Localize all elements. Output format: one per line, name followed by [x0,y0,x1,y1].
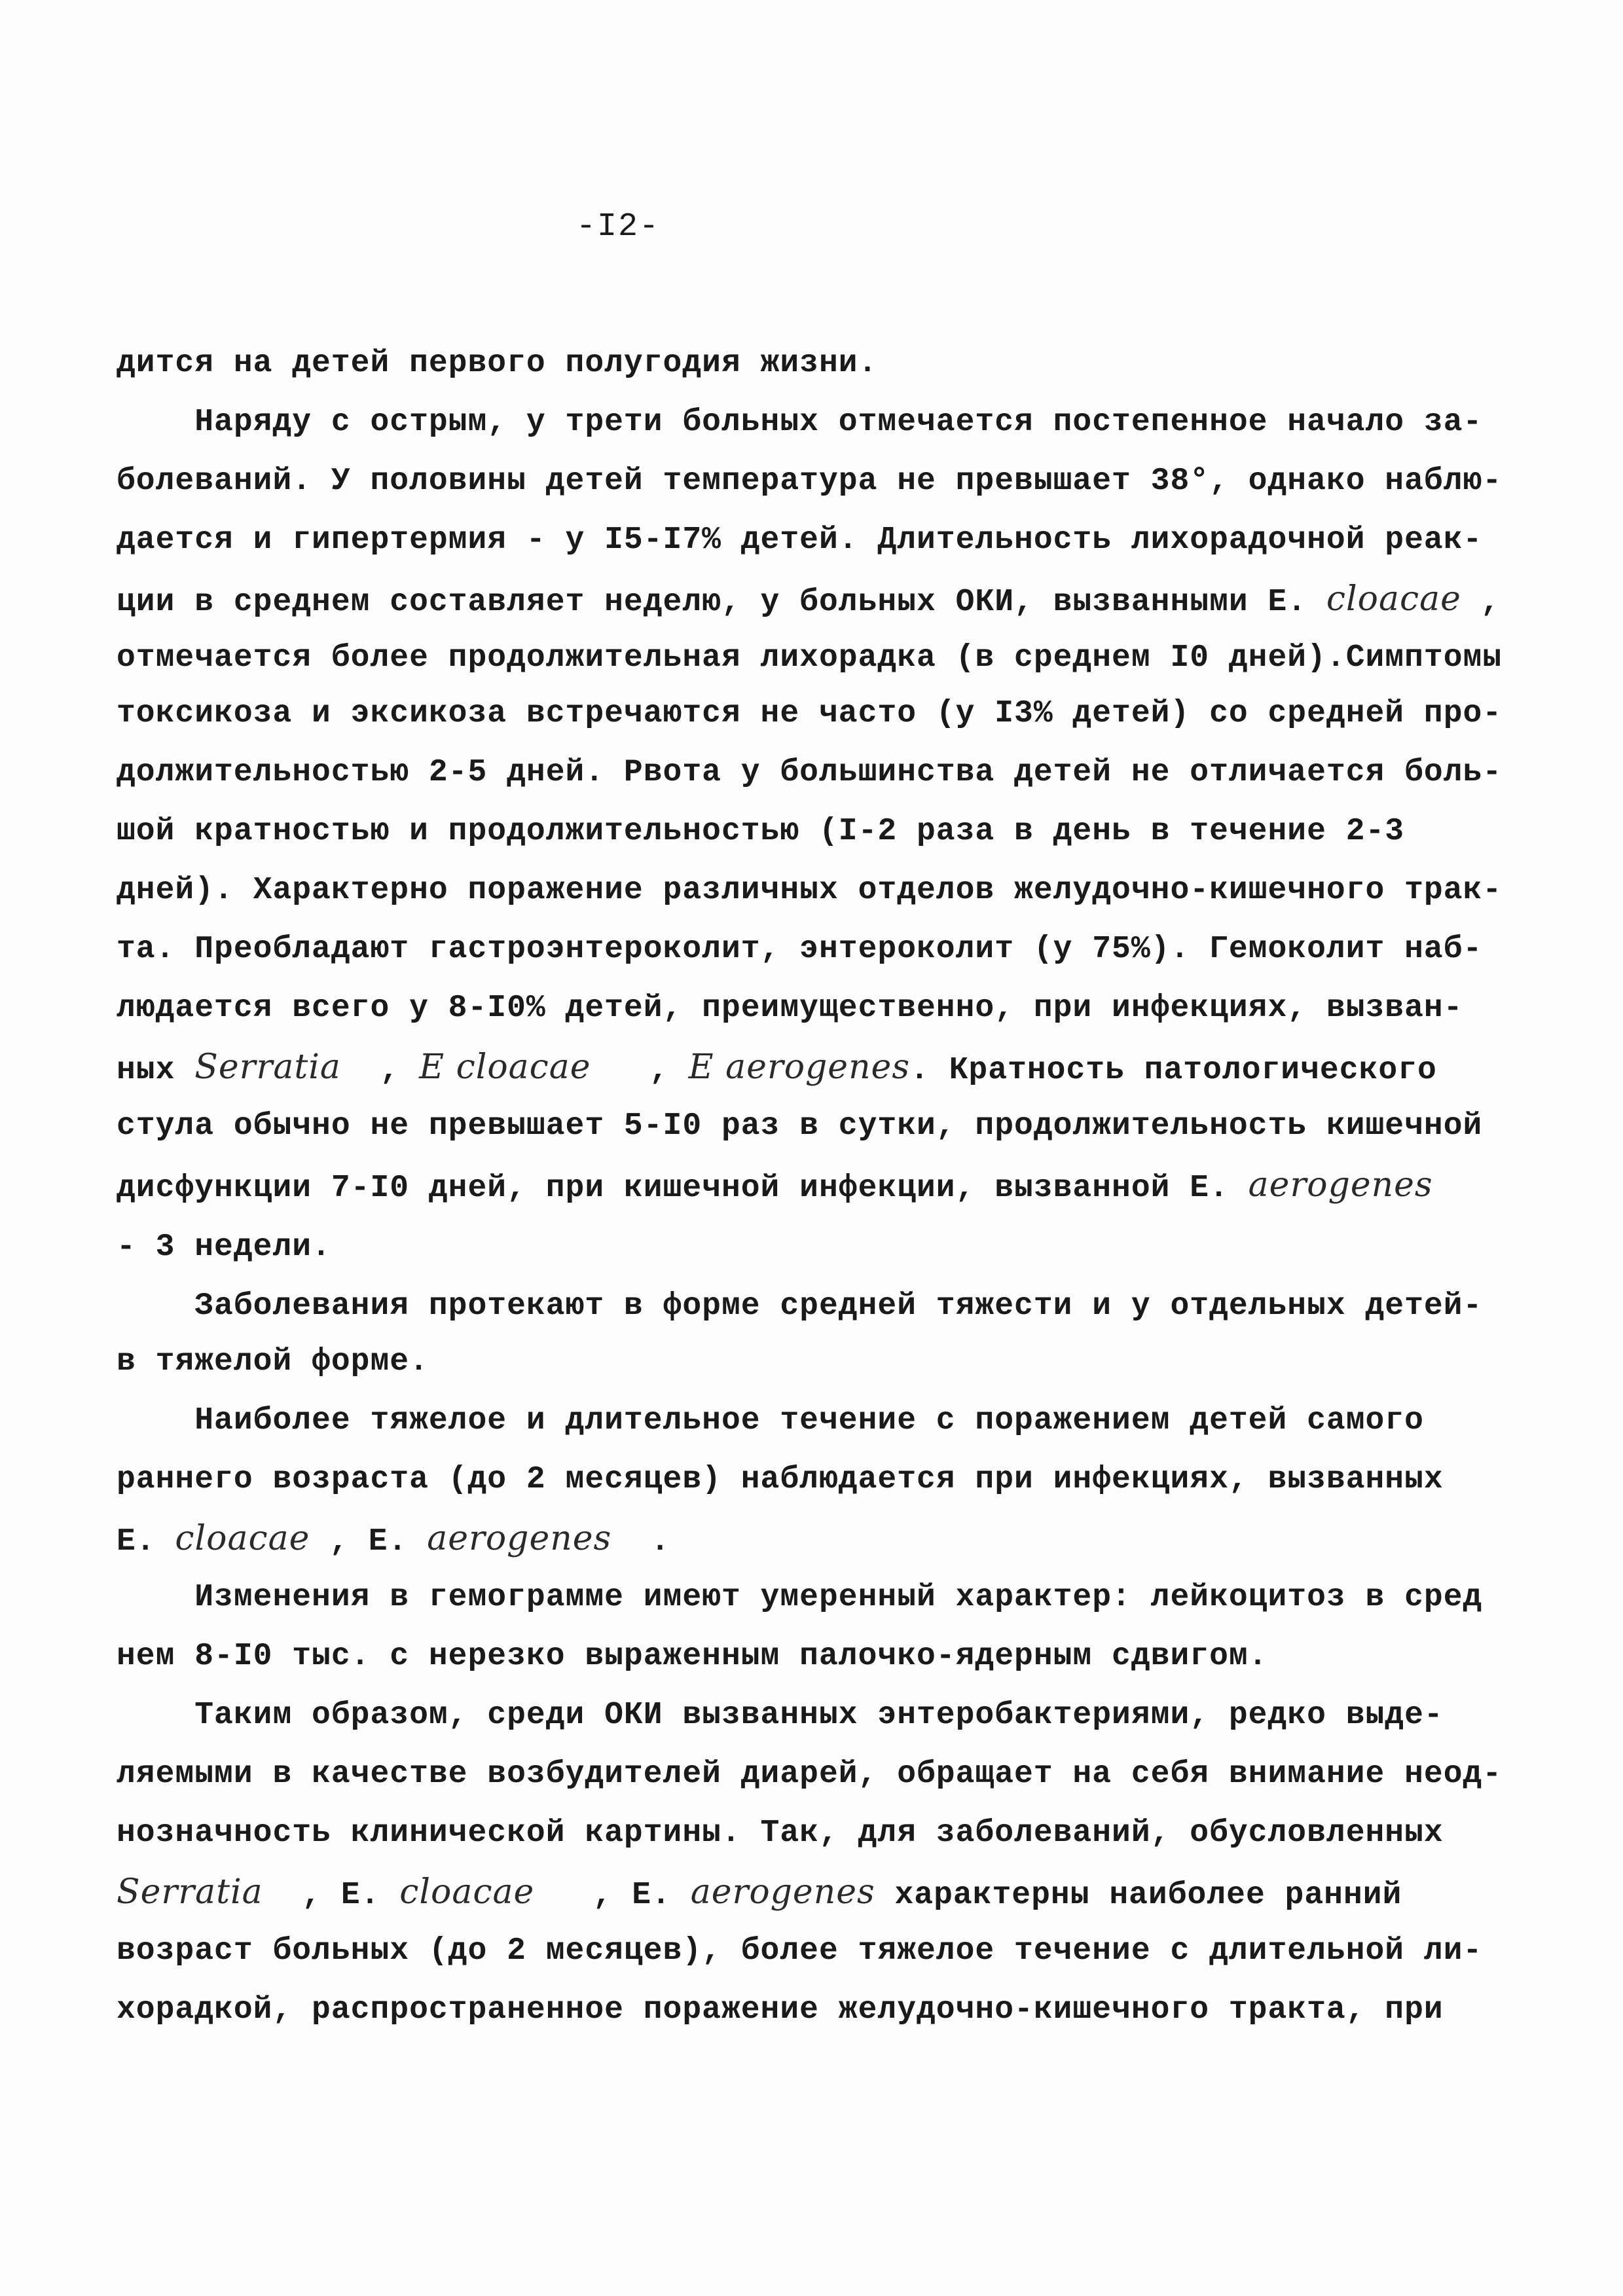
text-line [117,989,1463,1028]
text-segment: ции в среднем составляет неделю, у больных ОКИ, вызванными E. [117,585,1326,620]
text-segment: отмечается более продолжительная лихорадка (в среднем I0 дней).Симптомы [117,640,1503,676]
text-line [117,344,877,383]
text-segment: Таким образом, среди ОКИ вызванных энтеробактериями, редко выде- [117,1698,1444,1733]
handwritten-insert: aerogenes [427,1519,612,1558]
handwritten-insert: cloacae [175,1519,310,1558]
text-segment: , E. [263,1878,400,1913]
text-line [117,1519,670,1561]
text-segment: характерны наиболее ранний [875,1878,1402,1913]
text-segment: раннего возраста (до 2 месяцев) наблюдается при инфекциях, вызванных [117,1462,1444,1497]
text-segment: болеваний. У половины детей температура не превышает 38°, однако наблю- [117,464,1503,499]
text-line [117,930,1482,969]
text-segment: стула обычно не превышает 5-I0 раз в сутки, продолжительность кишечной [117,1108,1483,1144]
text-segment: ляемыми в качестве возбудителей диарей, обращает на себя внимание неод- [117,1757,1503,1792]
text-segment: , [1461,585,1501,620]
text-line [117,1755,1502,1794]
text-line [117,1460,1444,1499]
text-segment: в тяжелой форме. [117,1344,429,1379]
text-segment: Изменения в гемограмме имеют умеренный характер: лейкоцитоз в сред [117,1580,1483,1615]
text-segment: . Кратность патологического [910,1053,1437,1088]
text-line [117,1696,1444,1735]
text-segment: - 3 недели. [117,1230,331,1265]
handwritten-insert: aerogenes [690,1872,875,1912]
text-line [117,871,1502,910]
handwritten-insert: Serratia [194,1048,341,1087]
text-segment: . [611,1524,670,1559]
text-line [117,1990,1444,2030]
text-line [117,403,1482,442]
text-line [117,1872,1402,1915]
text-line [117,1342,429,1381]
handwritten-insert: E cloacae [419,1048,591,1087]
text-line [117,812,1404,851]
text-segment: , E. [310,1524,428,1559]
text-line [117,1401,1424,1440]
text-line [117,1286,1482,1326]
page-number: -I2- [576,208,661,246]
text-line [117,638,1502,678]
handwritten-insert: E aerogenes [688,1048,911,1087]
handwritten-insert: cloacae [399,1872,535,1912]
text-segment: должительностью 2-5 дней. Рвота у большинства детей не отличается боль- [117,755,1503,790]
text-line [117,1048,1437,1090]
text-line [117,1165,1433,1208]
text-segment: дается и гипертермия - у I5-I7% детей. Длительность лихорадочной реак- [117,522,1483,558]
text-segment: Наряду с острым, у трети больных отмечается постепенное начало за- [117,405,1483,440]
text-segment: токсикоза и эксикоза встречаются не часто (у I3% детей) со средней про- [117,696,1503,731]
text-segment: дится на детей первого полугодия жизни. [117,346,878,381]
handwritten-insert: Serratia [117,1872,263,1912]
text-line [117,1931,1482,1971]
text-segment: возраст больных (до 2 месяцев), более тяжелое течение с длительной ли- [117,1933,1483,1969]
text-segment: ных [117,1053,195,1088]
text-segment: та. Преобладают гастроэнтероколит, энтероколит (у 75%). Гемоколит наб- [117,932,1483,967]
text-line [117,1106,1482,1146]
text-segment: нозначность клинической картины. Так, для заболеваний, обусловленных [117,1815,1444,1851]
text-line [117,579,1500,622]
text-segment: дисфункции 7-I0 дней, при кишечной инфекции, вызванной E. [117,1171,1249,1206]
text-line [117,520,1482,560]
text-segment: E. [117,1524,175,1559]
handwritten-insert: cloacae [1326,579,1461,619]
text-segment: Наиболее тяжелое и длительное течение с поражением детей самого [117,1403,1424,1438]
text-line [117,462,1502,501]
text-segment: , [340,1053,420,1088]
text-segment: Заболевания протекают в форме средней тяжести и у отдельных детей- [117,1288,1483,1324]
text-segment: , [591,1053,689,1088]
text-segment: нем 8-I0 тыс. с нерезко выраженным палочко-ядерным сдвигом. [117,1639,1268,1674]
handwritten-insert: aerogenes [1248,1165,1433,1205]
text-segment: людается всего у 8-I0% детей, преимущественно, при инфекциях, вызван- [117,991,1463,1026]
text-line [117,1578,1482,1617]
text-line [117,1228,331,1267]
text-segment: дней). Характерно поражение различных отделов желудочно-кишечного трак- [117,873,1503,908]
text-segment: , E. [534,1878,691,1913]
text-segment: шой кратностью и продолжительностью (I-2 раза в день в течение 2-3 [117,814,1405,849]
text-line [117,694,1502,733]
text-segment: хорадкой, распространенное поражение желудочно-кишечного тракта, при [117,1992,1444,2028]
text-line [117,753,1502,792]
text-line [117,1637,1267,1676]
text-line [117,1813,1444,1853]
